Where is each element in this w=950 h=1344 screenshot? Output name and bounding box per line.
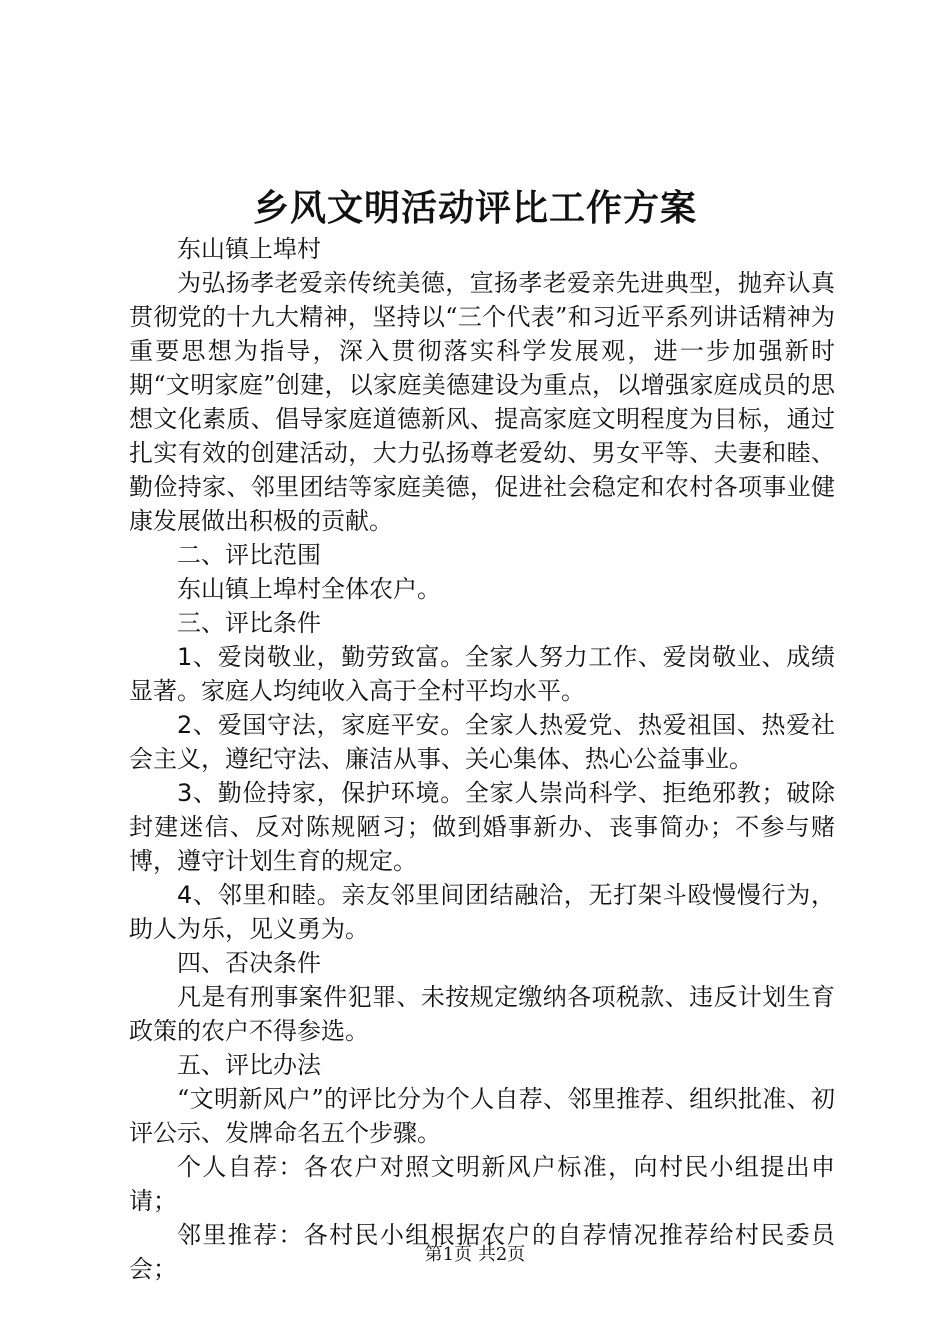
village-name: 东山镇上埠村	[177, 235, 321, 263]
condition-text: 亲友邻里间团结融洽，无打架斗殴慢慢行为，助人为乐，见义勇为。	[129, 881, 835, 943]
condition-lead: 3、勤俭持家，保护环境。	[177, 779, 465, 807]
condition-item	[129, 776, 835, 878]
method-paragraph: 个人自荐：各农户对照文明新风户标准，向村民小组提出申请；	[129, 1153, 835, 1215]
condition-item	[129, 878, 835, 946]
section-heading-scope: 二、评比范围	[177, 541, 321, 569]
condition-item	[129, 708, 835, 776]
condition-text: 全家人热爱党、热爱祖国、热爱社会主义，遵纪守法、廉洁从事、关心集体、热心公益事业。	[129, 711, 836, 773]
condition-lead: 2、爱国守法，家庭平安。	[177, 711, 465, 739]
condition-text: 全家人崇尚科学、拒绝邪教；破除封建迷信、反对陈规陋习；做到婚事新办、丧事简办；不参与赌博，遵守计划生育的规定。	[129, 779, 836, 875]
section-heading-conditions: 三、评比条件	[177, 609, 321, 637]
method-paragraph: “文明新风户”的评比分为个人自荐、邻里推荐、组织批准、初评公示、发牌命名五个步骤。	[129, 1085, 835, 1147]
condition-lead: 4、邻里和睦。	[177, 881, 342, 909]
document-title: 乡风文明活动评比工作方案	[252, 187, 697, 229]
section-heading-veto: 四、否决条件	[177, 949, 321, 977]
condition-item	[129, 640, 835, 708]
intro-paragraph: 为弘扬孝老爱亲传统美德，宣扬孝老爱亲先进典型，抛弃认真贯彻党的十九大精神，坚持以“三个代表”和习近平系列讲话精神为重要思想为指导，深入贯彻落实科学发展观，进一步加强新时期“文明家庭”创建，以家庭美德建设为重点，以增强家庭成员的思想文化素质、倡导家庭道德新风、提高家庭文明程度为目标，通过扎实有效的创建活动，大力弘扬尊老爱幼、男女平等、夫妻和睦、勤俭持家、邻里团结等家庭美德，促进社会稳定和农村各项事业健康发展做出积极的贡献。	[129, 269, 835, 535]
condition-lead: 1、爱岗敬业，勤劳致富。	[177, 643, 465, 671]
condition-text: 全家人努力工作、爱岗敬业、成绩显著。家庭人均纯收入高于全村平均水平。	[129, 643, 836, 705]
section-heading-method: 五、评比办法	[177, 1051, 321, 1079]
document-body	[129, 232, 835, 1286]
veto-paragraph: 凡是有刑事案件犯罪、未按规定缴纳各项税款、违反计划生育政策的农户不得参选。	[129, 983, 835, 1045]
page-number-footer: 第1页 共2页	[424, 1244, 526, 1265]
scope-paragraph: 东山镇上埠村全体农户。	[177, 575, 441, 603]
method-paragraph: 邻里推荐：各村民小组根据农户的自荐情况推荐给村民委员会；	[129, 1221, 835, 1283]
